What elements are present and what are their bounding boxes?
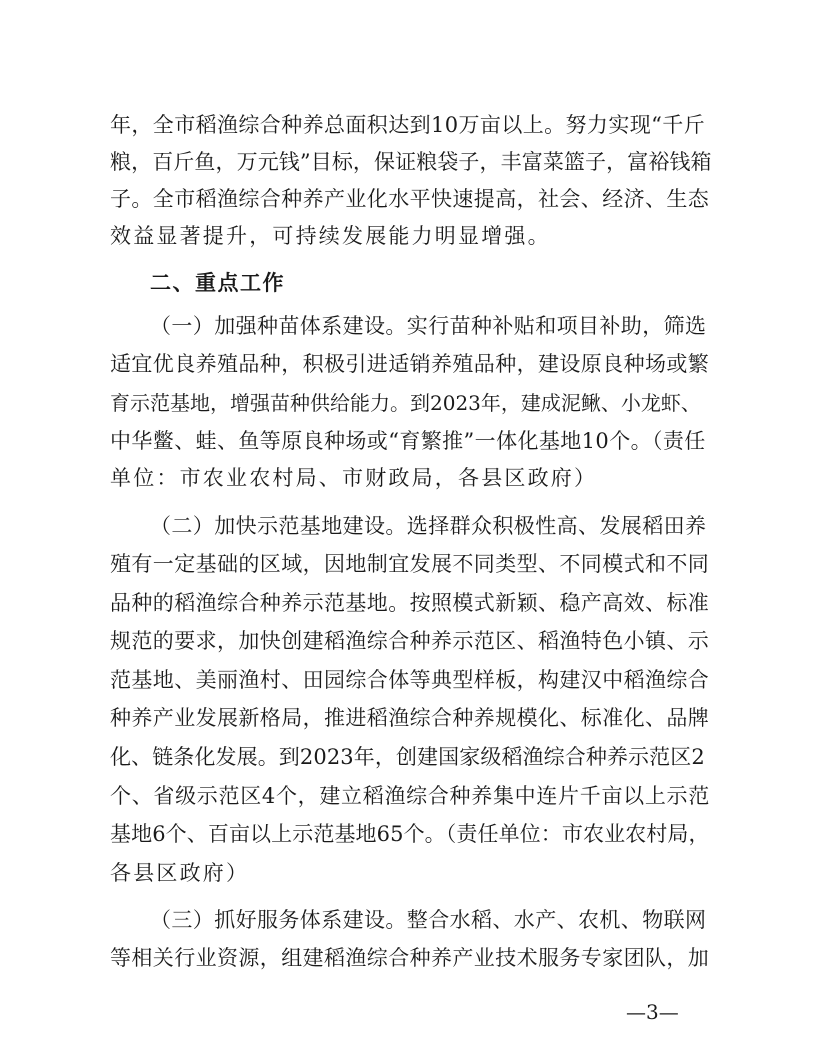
page-number: —3— bbox=[626, 1000, 679, 1024]
body-text-line: 规范的要求，加快创建稻渔综合种养示范区、稻渔特色小镇、示 bbox=[110, 629, 710, 653]
body-text-line: 效益显著提升，可持续发展能力明显增强。 bbox=[110, 224, 551, 248]
body-text-line: 化、链条化发展。到2023年，创建国家级稻渔综合种养示范区2 bbox=[110, 745, 705, 769]
paragraph-first-line: （一）加强种苗体系建设。实行苗种补贴和项目补助，筛选 bbox=[150, 314, 707, 338]
body-text-line: 适宜优良养殖品种，积极引进适销养殖品种，建设原良种场或繁 bbox=[110, 352, 710, 376]
paragraph-first-line: （二）加快示范基地建设。选择群众积极性高、发展稻田养 bbox=[150, 514, 707, 538]
body-text-line: 粮，百斤鱼，万元钱”目标，保证粮袋子，丰富菜篮子，富裕钱箱 bbox=[110, 150, 712, 174]
body-text-line: 品种的稻渔综合种养示范基地。按照模式新颖、稳产高效、标准 bbox=[110, 591, 710, 615]
body-text-line: 范基地、美丽渔村、田园综合体等典型样板，构建汉中稻渔综合 bbox=[110, 668, 710, 692]
body-text-line: 单位：市农业农村局、市财政局，各县区政府） bbox=[110, 466, 598, 490]
body-text-line: 各县区政府） bbox=[110, 861, 250, 885]
body-text-line: 中华鳖、蛙、鱼等原良种场或“育繁推”一体化基地10个。（责任 bbox=[110, 429, 706, 453]
body-text-line: 基地6个、百亩以上示范基地65个。（责任单位：市农业农村局， bbox=[110, 822, 710, 846]
body-text-line: 等相关行业资源，组建稻渔综合种养产业技术服务专家团队，加 bbox=[110, 946, 710, 970]
body-text-line: 个、省级示范区4个，建立稻渔综合种养集中连片千亩以上示范 bbox=[110, 784, 710, 808]
body-text-line: 殖有一定基础的区域，因地制宜发展不同类型、不同模式和不同 bbox=[110, 552, 710, 576]
body-text-line: 子。全市稻渔综合种养产业化水平快速提高，社会、经济、生态 bbox=[110, 187, 710, 211]
body-text-line: 育示范基地，增强苗种供给能力。到2023年，建成泥鳅、小龙虾、 bbox=[110, 391, 701, 415]
paragraph-first-line: （三）抓好服务体系建设。整合水稻、水产、农机、物联网 bbox=[150, 908, 707, 932]
body-text-line: 年，全市稻渔综合种养总面积达到10万亩以上。努力实现“千斤 bbox=[110, 113, 706, 137]
body-text-line: 种养产业发展新格局，推进稻渔综合种养规模化、标准化、品牌 bbox=[110, 706, 710, 730]
section-heading: 二、重点工作 bbox=[150, 271, 285, 295]
